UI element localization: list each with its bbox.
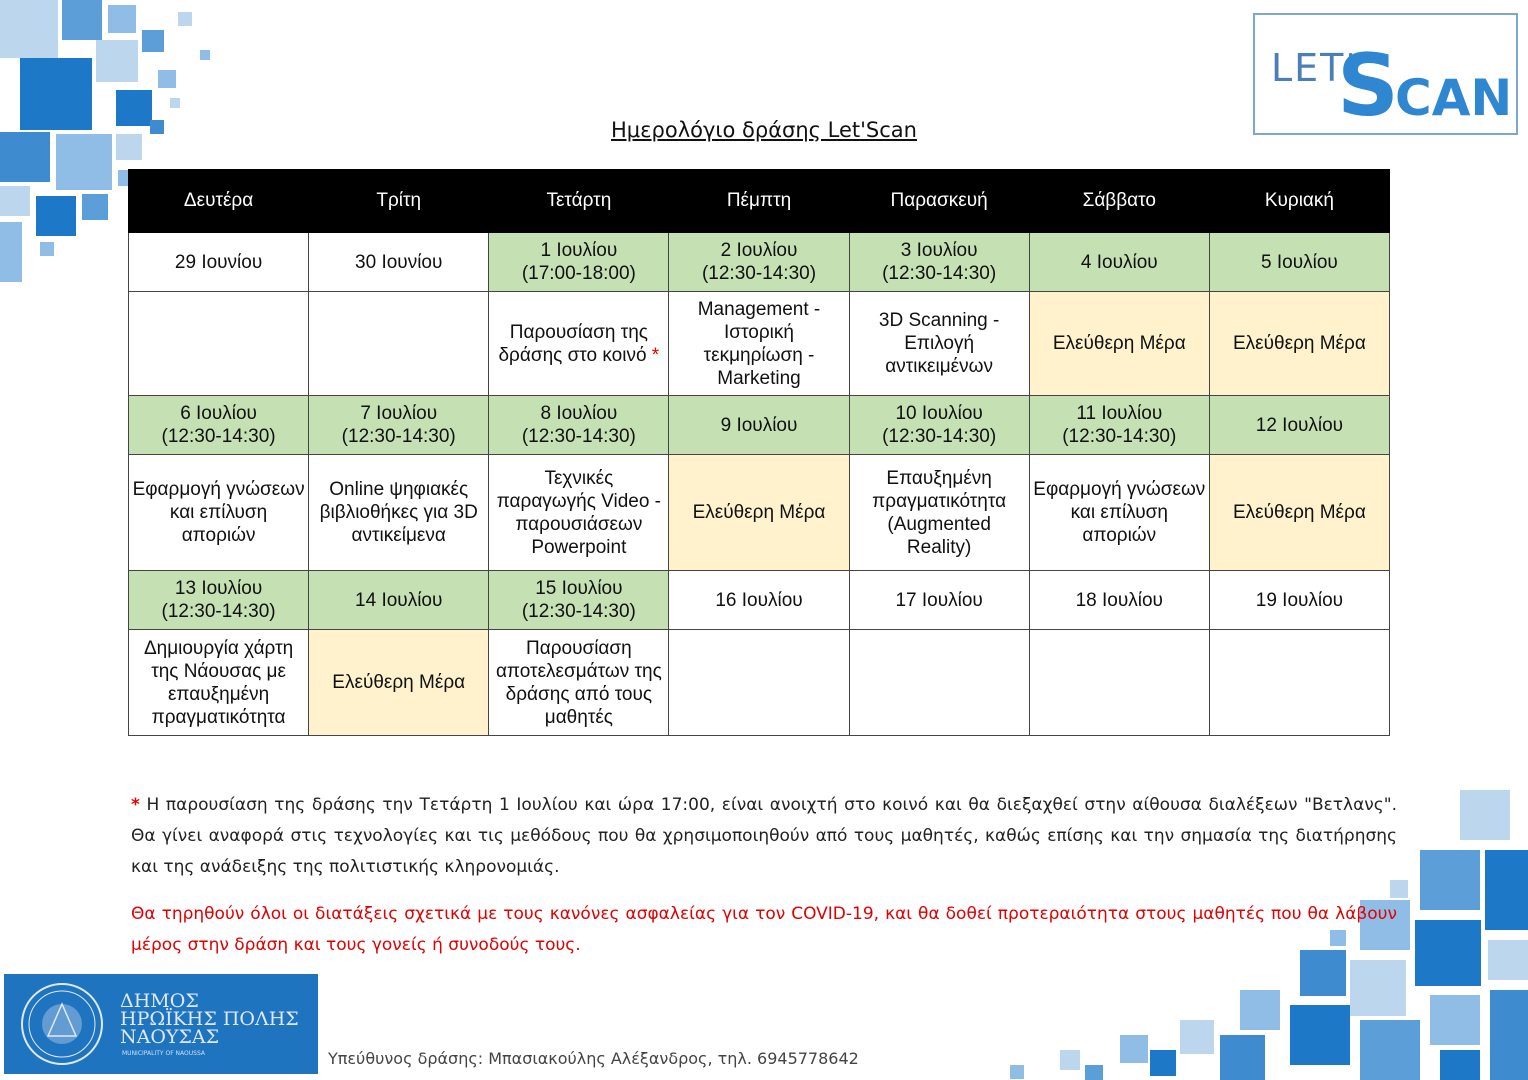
activity-label: Ελεύθερη Μέρα (1233, 502, 1366, 523)
date-cell (669, 571, 849, 630)
weekday-header: Δευτέρα (129, 170, 309, 233)
weekday-header: Τετάρτη (489, 170, 669, 233)
date-label: 1 Ιουλίου (540, 240, 618, 261)
activity-cell (669, 455, 849, 571)
date-label: 14 Ιουλίου (355, 589, 443, 611)
activity-cell (489, 455, 669, 571)
asterisk-marker: * (131, 795, 140, 815)
activity-cell (309, 292, 489, 396)
activity-cell (849, 292, 1029, 396)
activity-label: Ελεύθερη Μέρα (1052, 333, 1186, 354)
date-cell (1029, 396, 1209, 455)
date-label: 16 Ιουλίου (715, 589, 803, 611)
date-cell (849, 233, 1029, 292)
activity-cell (1209, 630, 1389, 736)
activity-label: Εφαρμογή γνώσεων και επίλυση αποριών (1033, 479, 1206, 546)
date-cell (849, 571, 1029, 630)
date-cell (489, 233, 669, 292)
date-label: 6 Ιουλίου (180, 403, 257, 424)
weekday-header: Τρίτη (309, 170, 489, 233)
activity-label: Δημιουργία χάρτη της Νάουσας με επαυξημένη πραγματικότητα (143, 637, 294, 728)
activity-cell (129, 292, 309, 396)
weekday-header: Κυριακή (1209, 170, 1389, 233)
date-cell (309, 233, 489, 292)
date-row (129, 233, 1390, 292)
date-label: 17 Ιουλίου (895, 589, 983, 611)
activity-label: Online ψηφιακές βιβλιοθήκες για 3D αντικείμενα (319, 479, 478, 546)
date-row (129, 571, 1390, 630)
weekday-header: Πέμπτη (669, 170, 849, 233)
date-label: 3 Ιουλίου (900, 240, 978, 261)
activity-label: Παρουσίαση αποτελεσμάτων της δράσης από τους μαθητές (495, 637, 662, 728)
activity-label: Εφαρμογή γνώσεων και επίλυση αποριών (132, 479, 305, 546)
date-cell (1209, 396, 1389, 455)
activity-cell (669, 292, 849, 396)
date-cell (669, 233, 849, 292)
activity-cell (849, 455, 1029, 571)
logo-s-letter: S (1337, 36, 1399, 133)
activity-cell (1209, 455, 1389, 571)
date-cell (1209, 571, 1389, 630)
activity-label: Ελεύθερη Μέρα (1233, 333, 1366, 354)
date-label: 12 Ιουλίου (1255, 414, 1344, 436)
date-label: 4 Ιουλίου (1080, 251, 1158, 273)
municipality-name: ΔΗΜΟΣ ΗΡΩΪΚΗΣ ΠΟΛΗΣ ΝΑΟΥΣΑΣ (120, 990, 299, 1048)
date-label: 11 Ιουλίου (1076, 403, 1163, 424)
activity-cell (669, 630, 849, 736)
presentation-note (131, 790, 1397, 883)
date-label: 2 Ιουλίου (720, 240, 798, 261)
weekday-header: Σάββατο (1029, 170, 1209, 233)
activity-label: Τεχνικές παραγωγής Video - παρουσιάσεων Powerpoint (496, 467, 661, 558)
municipality-subtitle: MUNICIPALITY OF NAOUSSA (122, 1050, 205, 1057)
page-title: Ημερολόγιο δράσης Let'Scan (611, 118, 917, 142)
activity-cell (1029, 630, 1209, 736)
date-label: 18 Ιουλίου (1075, 589, 1163, 611)
calendar-table (128, 169, 1390, 736)
activity-cell (129, 630, 309, 736)
date-cell (849, 396, 1029, 455)
activity-cell (849, 630, 1029, 736)
time-label: (12:30-14:30) (161, 426, 276, 447)
asterisk-marker: * (651, 344, 660, 366)
activity-row (129, 630, 1390, 736)
activity-label: Ελεύθερη Μέρα (332, 672, 466, 693)
activity-label: Παρουσίαση της δράσης στο κοινό (498, 321, 648, 366)
activity-label: Management - Ιστορική τεκμηρίωση - Marketing (697, 298, 821, 389)
activity-cell (1209, 292, 1389, 396)
date-cell (1029, 233, 1209, 292)
municipality-logo (4, 974, 318, 1074)
weekday-header: Παρασκευή (849, 170, 1029, 233)
date-cell (309, 571, 489, 630)
weekday-header-row (129, 170, 1390, 233)
activity-label: Ελεύθερη Μέρα (692, 502, 826, 523)
activity-cell (1029, 292, 1209, 396)
date-cell (129, 396, 309, 455)
date-cell (669, 396, 849, 455)
presentation-note-text: Η παρουσίαση της δράσης την Τετάρτη 1 Ιουλίου και ώρα 17:00, είναι ανοιχτή στο κοινό και θα διεξαχθεί στην αίθουσα διαλέξεων "Βετλανς". Θα γίνει αναφορά στις τεχνολογίες και τις μεθόδους που θα χρησιμοποιηθούν από τους μαθητές, καθώς επίσης και την σημασία της διατήρησης και της ανάδειξης της πολιτιστικής κληρονομιάς. (131, 795, 1397, 877)
time-label: (12:30-14:30) (521, 426, 636, 447)
date-label: 8 Ιουλίου (540, 403, 618, 424)
time-label: (12:30-14:30) (161, 601, 276, 622)
time-label: (12:30-14:30) (1062, 426, 1177, 447)
date-label: 7 Ιουλίου (360, 403, 438, 424)
activity-row (129, 292, 1390, 396)
logo-can-text: CAN (1395, 69, 1513, 127)
time-label: (12:30-14:30) (701, 263, 817, 284)
date-cell (309, 396, 489, 455)
activity-cell (309, 455, 489, 571)
date-label: 30 Ιουνίου (355, 251, 443, 273)
activity-cell (129, 455, 309, 571)
date-cell (489, 396, 669, 455)
covid-note: Θα τηρηθούν όλοι οι διατάξεις σχετικά με τους κανόνες ασφαλείας για τον COVID-19, και θα δοθεί προτεραιότητα στους μαθητές που θα λάβουν μέρος στην δράση και τους γονείς ή συνοδούς τους. (131, 904, 1397, 955)
letscan-logo (1253, 13, 1518, 135)
date-label: 13 Ιουλίου (174, 578, 263, 599)
activity-cell (1029, 455, 1209, 571)
date-label: 9 Ιουλίου (720, 414, 798, 436)
municipality-seal-icon (4, 974, 114, 1074)
date-label: 10 Ιουλίου (895, 403, 983, 424)
footer-contact: Υπεύθυνος δράσης: Μπασιακούλης Αλέξανδρος, τηλ. 6945778642 (328, 1049, 859, 1068)
time-label: (12:30-14:30) (882, 426, 997, 447)
time-label: (12:30-14:30) (882, 263, 997, 284)
activity-label: 3D Scanning - Επιλογή αντικειμένων (878, 310, 1000, 377)
activity-cell (489, 292, 669, 396)
logo-let-text: LET' (1271, 46, 1358, 90)
activity-cell (309, 630, 489, 736)
date-cell (489, 571, 669, 630)
date-label: 15 Ιουλίου (535, 578, 623, 599)
date-label: 19 Ιουλίου (1255, 589, 1344, 611)
date-cell (1209, 233, 1389, 292)
activity-row (129, 455, 1390, 571)
time-label: (17:00-18:00) (521, 263, 636, 284)
activity-cell (489, 630, 669, 736)
date-cell (1029, 571, 1209, 630)
date-cell (129, 233, 309, 292)
date-label: 29 Ιουνίου (174, 251, 263, 273)
activity-label: Επαυξημένη πραγματικότητα (Augmented Reality) (872, 467, 1007, 558)
time-label: (12:30-14:30) (521, 601, 636, 622)
time-label: (12:30-14:30) (341, 426, 456, 447)
date-cell (129, 571, 309, 630)
date-label: 5 Ιουλίου (1261, 251, 1338, 273)
date-row (129, 396, 1390, 455)
